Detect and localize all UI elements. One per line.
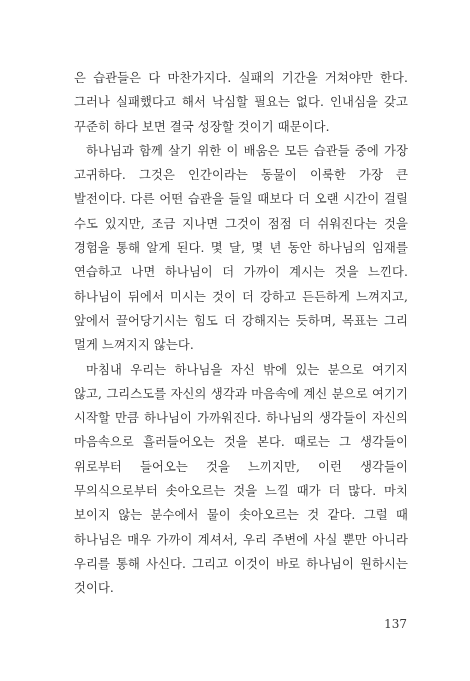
paragraph-god-within: 마침내 우리는 하나님을 자신 밖에 있는 분으로 여기지 않고, 그리스도를 자신의 생각과 마음속에 계신 분으로 여기기 시작할 만큼 하나님이 가까워진다. 하나님의 생각들이 자신의 마음속으로 흘러들어오는 것을 본다. 때로는 그 생각들이 위로부터 들어오는 것을 느끼지만, 이런 생각들이 무의식으로부터 솟아오르는 것을 느낄 때가 더 많다. 마치 보이지 않는 분수에서 물이 솟아오르는 것 같다. 그럴 때 하나님은 매우 가까이 계셔서, 우리 주변에 사실 뿐만 아니라 우리를 통해 사신다. 그리고 이것이 바로 하나님이 원하시는 것이다. [74, 362, 408, 596]
paragraph-habit-of-presence: 하나님과 함께 살기 위한 이 배움은 모든 습관들 중에 가장 고귀하다. 그것은 인간이라는 동물이 이룩한 가장 큰 발전이다. 다른 어떤 습관을 들일 때보다 더 오랜 시간이 걸릴 수도 있지만, 조금 지나면 그것이 점점 더 쉬워진다는 것을 경험을 통해 알게 된다. 몇 달, 몇 년 동안 하나님의 임재를 연습하고 나면 하나님이 더 가까이 계시는 것을 느낀다. 하나님이 뒤에서 미시는 것이 더 강하고 든든하게 느껴지고, 앞에서 끌어당기시는 힘도 더 강해지는 듯하며, 목표는 그리 멀게 느껴지지 않는다. [74, 143, 408, 353]
body-text [74, 66, 408, 601]
paragraph-continued: 은 습관들은 다 마찬가지다. 실패의 기간을 거쳐야만 한다. 그러나 실패했다고 해서 낙심할 필요는 없다. 인내심을 갖고 꾸준히 하다 보면 결국 성장할 것이기 때문이다. [74, 71, 408, 134]
page-number: 137 [384, 617, 407, 631]
